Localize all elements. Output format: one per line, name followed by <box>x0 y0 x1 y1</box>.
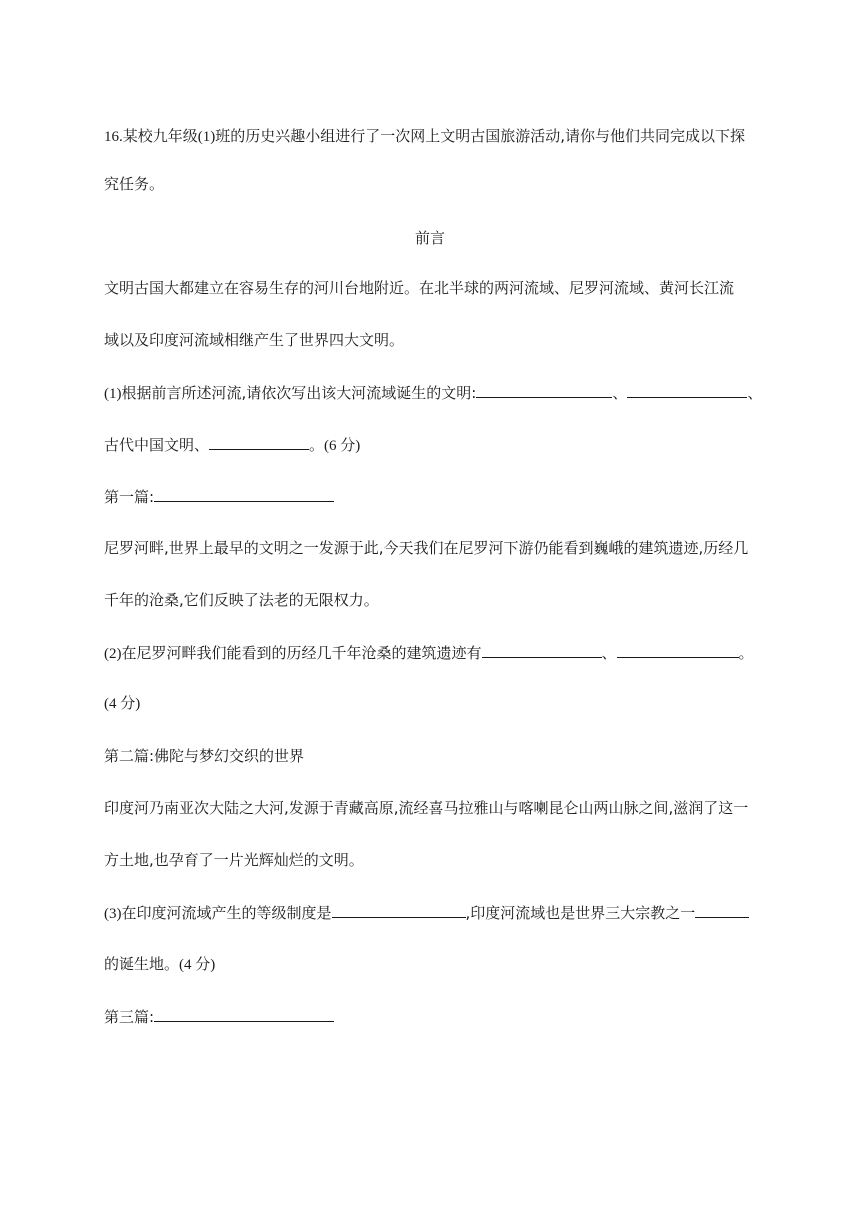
section2-text-line1: 印度河乃南亚次大陆之大河,发源于青藏高原,流经喜马拉雅山与喀喇昆仑山两山脉之间,滋润了这一 <box>104 799 749 817</box>
q2-answer-blank-1[interactable] <box>482 642 602 658</box>
q3-line2: 的诞生地。(4 分) <box>104 955 216 973</box>
q3-marker: (3) <box>104 906 122 922</box>
q2-score: (4 分) <box>104 696 141 712</box>
section1-title: 第一篇: <box>104 488 155 506</box>
section3-title: 第三篇: <box>104 1008 155 1026</box>
q3-answer-blank-1[interactable] <box>332 902 466 918</box>
q3-answer-blank-2[interactable] <box>695 902 749 918</box>
preface-text-line1: 文明古国大都建立在容易生存的河川台地附近。在北半球的两河流域、尼罗河流域、黄河长江流 <box>104 279 735 297</box>
section2-title: 第二篇:佛陀与梦幻交织的世界 <box>104 747 305 765</box>
question-number: 16. <box>104 129 123 145</box>
q1-line2: 古代中国文明、 。(6 分) <box>104 436 361 454</box>
preface-text-line2: 域以及印度河流域相继产生了世界四大文明。 <box>104 331 405 349</box>
q2-answer-blank-2[interactable] <box>617 642 739 658</box>
q1-answer-blank-1[interactable] <box>476 382 612 398</box>
section3-title-blank[interactable] <box>154 1006 334 1022</box>
q1-answer-blank-2[interactable] <box>627 382 747 398</box>
q1-marker: (1) <box>104 386 122 402</box>
q3-score: (4 分) <box>179 957 216 973</box>
section3-title-line <box>104 1006 764 1027</box>
q2-line1: (2)在尼罗河畔我们能看到的历经几千年沧桑的建筑遗迹有 、 。 <box>104 644 754 662</box>
section1-title-line <box>104 486 764 507</box>
q3-line1: (3)在印度河流域产生的等级制度是 ,印度河流域也是世界三大宗教之一 <box>104 902 764 924</box>
section1-text-line1: 尼罗河畔,世界上最早的文明之一发源于此,今天我们在尼罗河下游仍能看到巍峨的建筑遗迹,历经几 <box>104 539 749 557</box>
preface-heading: 前言 <box>414 229 445 247</box>
q1-answer-blank-3[interactable] <box>209 434 309 450</box>
q1-line1: (1)根据前言所述河流,请依次写出该大河流域诞生的文明: 、 、 <box>104 384 763 402</box>
question-intro-line2: 究任务。 <box>104 175 165 193</box>
section2-text-line2: 方土地,也孕育了一片光辉灿烂的文明。 <box>104 851 364 869</box>
q1-score: (6 分) <box>324 438 361 454</box>
q2-marker: (2) <box>104 646 122 662</box>
section1-text-line2: 千年的沧桑,它们反映了法老的无限权力。 <box>104 591 379 609</box>
question-intro-line1: 16.某校九年级(1)班的历史兴趣小组进行了一次网上文明古国旅游活动,请你与他们共同完成以下探 <box>104 127 746 145</box>
section1-title-blank[interactable] <box>154 486 334 502</box>
